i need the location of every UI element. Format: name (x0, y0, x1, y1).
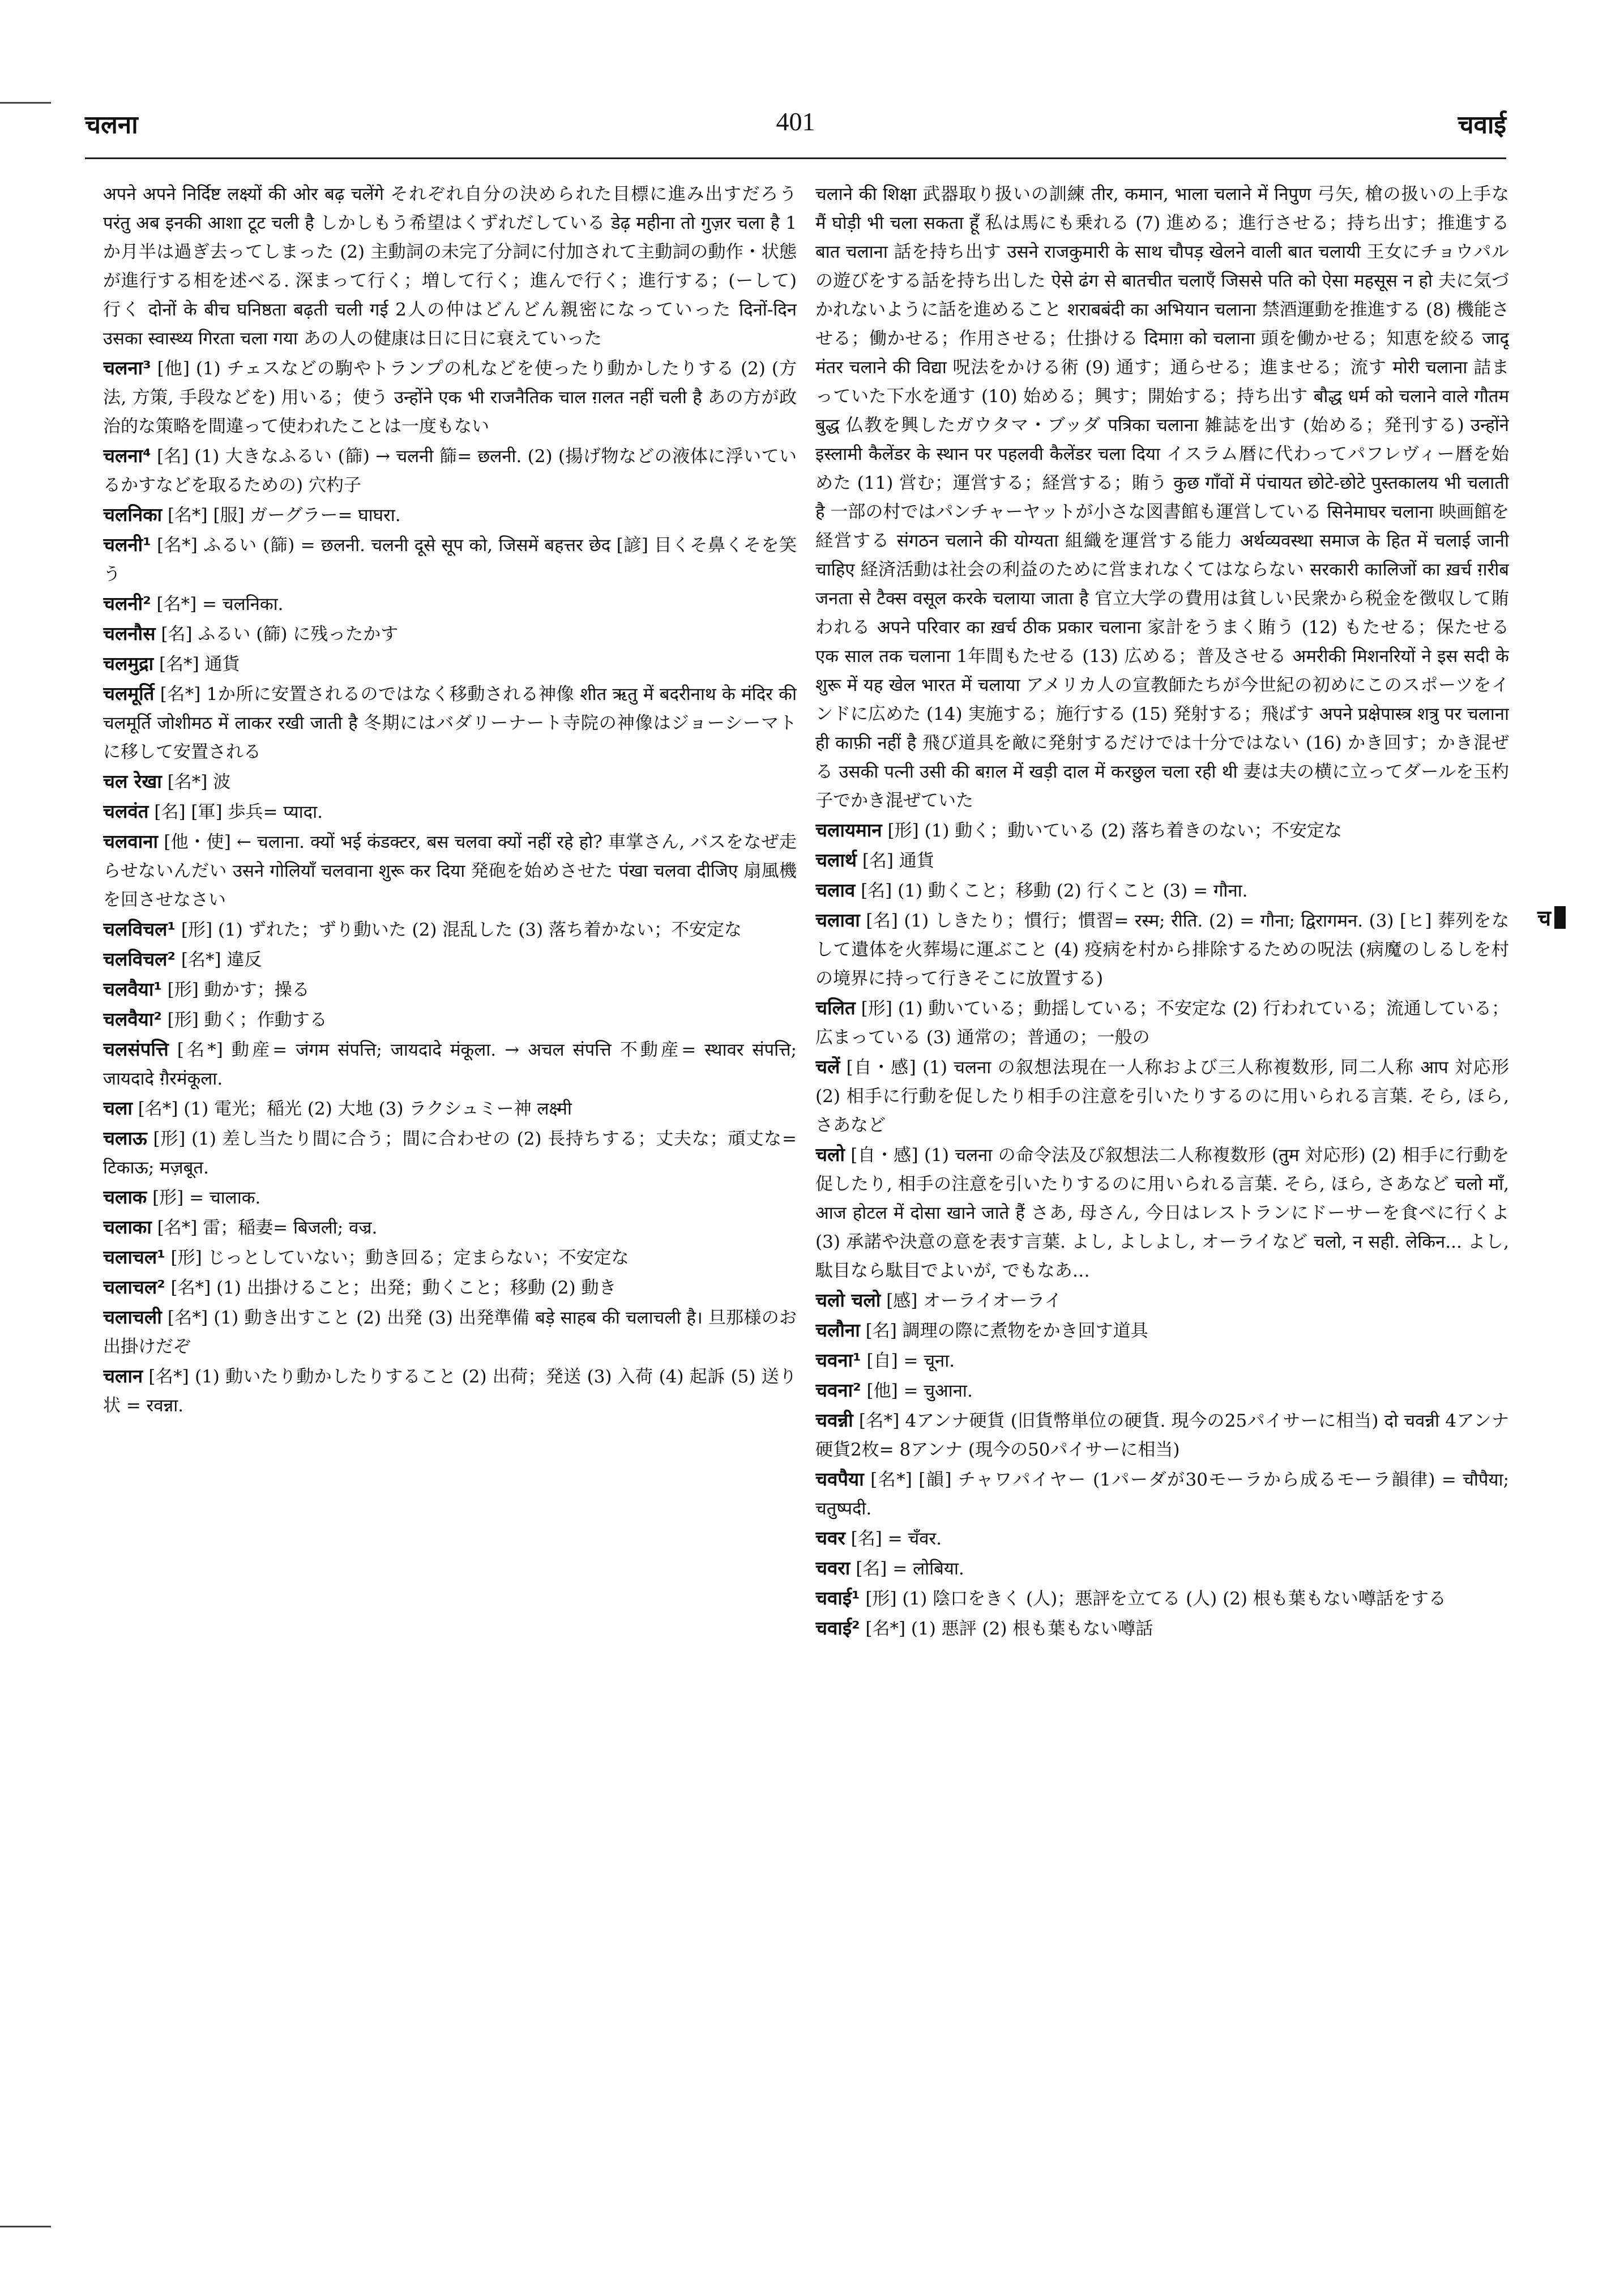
dictionary-entry: चलाऊ [形] (1) 差し当たり間に合う；間に合わせの (2) 長持ちする；丈夫な；頑丈な= टिकाऊ; मज़बूत. (103, 1127, 797, 1178)
headword: चवना¹ (815, 1349, 861, 1371)
dictionary-entry: चलसंपत्ति [名*] 動産= जंगम संपत्ति; जायदादे मंकूला. → अचल संपत्ति 不動産= स्थावर संपत्ति; जायदादे ग़ैरमंकूला. (103, 1038, 797, 1089)
dictionary-entry: चलो चलो [感] オーライオーライ (815, 1289, 1062, 1311)
dictionary-entry: चवरा [名] = लोबिया. (815, 1557, 964, 1579)
dictionary-entry: चलमूर्ति [名*] 1か所に安置されるのではなく移動される神像 शीत ऋतु में बदरीनाथ के मंदिर की चलमूर्ति जोशीमठ में लाकर रखी जाती है 冬期にはバダリーナート寺院の神像はジョーシーマトに移して安置される (103, 682, 797, 762)
headword: चल रेखा (103, 770, 162, 792)
dictionary-entry: चलविचल¹ [形] (1) ずれた；ずり動いた (2) 混乱した (3) 落ち着かない；不安定な (103, 918, 742, 940)
dictionary-entry: चलनी¹ [名*] ふるい (篩) = छलनी. चलनी दूसे सूप को, जिसमें बहत्तर छेद [諺] 目くそ鼻くそを笑う (103, 533, 797, 584)
left-running-headword: चलना (85, 110, 138, 139)
dictionary-entry: चलायमान [形] (1) 動く；動いている (2) 落ち着きのない；不安定な (815, 819, 1342, 841)
dictionary-entry: चवपैया [名*] [韻] チャワパイヤー (1パーダが30モーラから成るモーラ韻律) = चौपैया; चतुष्पदी. (815, 1468, 1509, 1519)
headword: चलार्थ (815, 849, 857, 871)
headword: चलें (815, 1056, 840, 1078)
headword: चलित (815, 997, 856, 1019)
headword: चलाव (815, 879, 856, 901)
dictionary-entry: चलौना [名] 調理の際に煮物をかき回す道具 (815, 1319, 1148, 1341)
headword: चवना² (815, 1379, 861, 1401)
headword: चवाई² (815, 1617, 860, 1639)
headword: चलनिका (103, 503, 163, 526)
headword: चलाचली (103, 1306, 162, 1328)
dictionary-entry: चलवंत [名] [軍] 歩兵= प्यादा. (103, 800, 323, 822)
dictionary-entry: चवन्नी [名*] 4アンナ硬貨 (旧貨幣単位の硬貨. 現今の25パイサーに相当) दो चवन्नी 4アンナ硬貨2枚= 8アンナ (現今の50パイサーに相当) (815, 1409, 1509, 1460)
page-number: 401 (776, 107, 815, 136)
dictionary-entry: चलाचल¹ [形] じっとしていない；動き回る；定まらない；不安定な (103, 1246, 629, 1268)
headword: चलौना (815, 1319, 860, 1341)
headword: चवाई¹ (815, 1587, 860, 1609)
headword: चलो (815, 1143, 845, 1166)
dictionary-entry: चलनी² [名*] = चलनिका. (103, 592, 284, 614)
headword: चलावा (815, 909, 860, 931)
headword: चलाका (103, 1216, 152, 1238)
dictionary-entry: चलवाना [他・使] ← चलाना. क्यों भई कंडक्टर, बस चलवा क्यों नहीं रहे हो? 車掌さん, バスをなぜ走らせないんだい उसने गोलियाँ चलवाना शुरू कर दिया 発砲を始めさせた पंखा चलवा दीजिए 扇風機を回させなさい (103, 830, 797, 910)
headword: चलवैया¹ (103, 978, 162, 1000)
left-column (103, 180, 797, 2219)
dictionary-entry: चलाचली [名*] (1) 動き出すこと (2) 出発 (3) 出発準備 बड़े साहब की चलाचली है। 旦那様のお出掛けだぞ (103, 1306, 797, 1357)
dictionary-entry: चलवैया² [形] 動く；作動する (103, 1008, 327, 1030)
headword: चलनौस (103, 622, 156, 645)
headword: चला (103, 1097, 133, 1119)
dictionary-entry: चलना³ [他] (1) チェスなどの駒やトランプの札などを使ったり動かしたりする (2) (方法, 方策, 手段などを) 用いる；使う उन्होंने एक भी राजनैतिक चाल ग़लत नहीं चली है あの方が政治的な策略を間違って使われたことは一度もない (103, 357, 797, 437)
thumb-index-tab (1537, 900, 1566, 934)
dictionary-entry: चलो [自・感] (1) चलना の命令法及び叙想法二人称複数形 (तुम 対応形) (2) 相手に行動を促したり, 相手の注意を引いたりするのに用いられる言葉. そら, ほら, さあなど चलो माँ, आज होटल में दोसा खाने जाते हैं さあ, 母さん, 今日はレストランにドーサーを食べに行くよ (3) 承諾や決意の意を表す言葉. よし, よしよし, オーライなど चलो, न सही. लेकिन... よし, 駄目なら駄目でよいが, でもなあ… (815, 1143, 1509, 1281)
headword: चलाचल² (103, 1276, 165, 1298)
dictionary-entry: चल रेखा [名*] 波 (103, 770, 231, 792)
headword: चवपैया (815, 1468, 864, 1490)
headword: चलो चलो (815, 1289, 881, 1311)
dictionary-entry: चलावा [名] (1) しきたり；慣行；慣習= रस्म; रीति. (2) = गौना; द्विरागमन. (3) [ヒ] 葬列をなして遺体を火葬場に運ぶこと (4) 疫病を村から排除するための呪法 (病魔のしるしを村の境界に持って行きそこに放置する) (815, 909, 1509, 989)
thumb-index-letter: च (1537, 906, 1552, 931)
headword: चलसंपत्ति (103, 1038, 169, 1060)
dictionary-entry: चलविचल² [名*] 違反 (103, 948, 262, 970)
page-edge-mark (0, 2226, 51, 2227)
headword: चलविचल² (103, 948, 176, 970)
dictionary-entry: चलार्थ [名] 通貨 (815, 849, 934, 871)
headword: चलनी² (103, 592, 151, 614)
headword: चलमुद्रा (103, 652, 154, 675)
headword: चलवाना (103, 830, 159, 852)
dictionary-entry: चलाका [名*] 雷；稲妻= बिजली; वज्र. (103, 1216, 378, 1238)
headword: चवरा (815, 1557, 851, 1579)
headword: चवन्नी (815, 1409, 853, 1431)
dictionary-entry: चलित [形] (1) 動いている；動揺している；不安定な (2) 行われている；流通している；広まっている (3) 通常の；普通の；一般の (815, 997, 1509, 1048)
dictionary-entry: चला [名*] (1) 電光；稲光 (2) 大地 (3) ラクシュミー神 लक्ष्मी (103, 1097, 572, 1119)
headword: चलवंत (103, 800, 149, 822)
headword: चलविचल¹ (103, 918, 176, 940)
headword: चलाचल¹ (103, 1246, 165, 1268)
dictionary-entry: चवर [名] = चँवर. (815, 1527, 942, 1549)
right-running-headword: चवाई (1458, 110, 1506, 139)
dictionary-entry: चलाचल² [名*] (1) 出掛けること；出発；動くこと；移動 (2) 動き (103, 1276, 617, 1298)
headword: चलान (103, 1365, 143, 1387)
headword: चलायमान (815, 819, 882, 841)
page-header (85, 106, 1506, 157)
dictionary-entry: चवाई¹ [形] (1) 陰口をきく (人)；悪評を立てる (人) (2) 根も葉もない噂話をする (815, 1587, 1446, 1609)
dictionary-entry: चलें [自・感] (1) चलना の叙想法現在一人称および三人称複数形, 同二人称 आप 対応形 (2) 相手に行動を促したり相手の注意を引いたりするのに用いられる言葉. そら, ほら, さあなど (815, 1056, 1509, 1136)
headword: चलमूर्ति (103, 682, 155, 705)
header-rule (85, 157, 1506, 159)
dictionary-entry: चलनौस [名] ふるい (篩) に残ったかす (103, 622, 399, 645)
dictionary-entry: चवना¹ [自] = चूना. (815, 1349, 955, 1371)
dictionary-entry: चलाने की शिक्षा 武器取り扱いの訓練 तीर, कमान, भाला चलाने में निपुण 弓矢, 槍の扱いの上手な मैं घोड़ी भी चला सकता हूँ 私は馬にも乗れる (7) 進める；進行させる；持ち出す；推進する बात चलाना 話を持ち出す उसने राजकुमारी के साथ चौपड़ खेलने वाली बात चलायी 王女にチョウパルの遊びをする話を持ち出した ऐसे ढंग से बातचीत चलाएँ जिससे पति को ऐसा महसूस न हो 夫に気づかれないように話を進めること शराबबंदी का अभियान चलाना 禁酒運動を推進する (8) 機能させる；働かせる；作用させる；仕掛ける दिमाग़ को चलाना 頭を働かせる；知恵を絞る जादू मंतर चलाने की विद्या 呪法をかける術 (9) 通す；通らせる；進ませる；流す मोरी चलाना 詰まっていた下水を通す (10) 始める；興す；開始する；持ち出す बौद्ध धर्म को चलाने वाले गौतम बुद्ध 仏教を興したガウタマ・ブッダ पत्रिका चलाना 雑誌を出す (始める；発刊する) उन्होंने इस्लामी कैलेंडर के स्थान पर पहलवी कैलेंडर चला दिया イスラム暦に代わってパフレヴィー暦を始めた (11) 営む；運営する；経営する；賄う कुछ गाँवों में पंचायत छोटे-छोटे पुस्तकालय भी चलाती है 一部の村ではパンチャーヤットが小さな図書館も運営している सिनेमाघर चलाना 映画館を経営する संगठन चलाने की योग्यता 組織を運営する能力 अर्थव्यवस्था समाज के हित में चलाई जानी चाहिए 経済活動は社会の利益のために営まれなくてはならない सरकारी कालिजों का ख़र्च ग़रीब जनता से टैक्स वसूल करके चलाया जाता है 官立大学の費用は貧しい民衆から税金を徴収して賄われる अपने परिवार का ख़र्च ठीक प्रकार चलाना 家計をうまく賄う (12) もたせる；保たせる एक साल तक चलाना 1年間もたせる (13) 広める；普及させる अमरीकी मिशनरियों ने इस सदी के शुरू में यह खेल भारत में चलाया アメリカ人の宣教師たちが今世紀の初めにこのスポーツをインドに広めた (14) 実施する；施行する (15) 発射する；飛ばす अपने प्रक्षेपास्त्र शत्रु पर चलाना ही काफ़ी नहीं है 飛び道具を敵に発射するだけでは十分ではない (16) かき回す；かき混ぜる उसकी पत्नी उसी की बग़ल में खड़ी दाल में करछुल चला रही थी 妻は夫の横に立ってダールを玉杓子でかき混ぜていた (815, 184, 1509, 811)
headword: चवर (815, 1527, 845, 1549)
headword: चलवैया² (103, 1008, 162, 1030)
headword: चलाक (103, 1186, 147, 1208)
dictionary-entry: अपने अपने निर्दिष्ट लक्ष्यों की ओर बढ़ चलेंगे それぞれ自分の決められた目標に進み出すだろう परंतु अब इनकी आशा टूट चली है しかしもう希望はくずれだしている डेढ़ महीना तो गुज़र चला है 1か月半は過ぎ去ってしまった (2) 主動詞の未完了分詞に付加されて主動詞の動作・状態が進行する相を述べる. 深まって行く；増して行く；進んで行く；進行する；(ーして) 行く दोनों के बीच घनिष्ठता बढ़ती चली गई 2人の仲はどんどん親密になっていった दिनों-दिन उसका स्वास्थ्य गिरता चला गया あの人の健康は日に日に衰えていった (103, 184, 797, 349)
dictionary-entry: चवना² [他] = चुआना. (815, 1379, 973, 1401)
dictionary-entry: चलना⁴ [名] (1) 大きなふるい (篩) → चलनी 篩= छलनी. (2) (揚げ物などの液体に浮いているかすなどを取るための) 穴杓子 (103, 445, 797, 496)
headword: चलनी¹ (103, 533, 151, 556)
headword: चलाऊ (103, 1127, 147, 1149)
headword: चलना⁴ (103, 445, 151, 467)
dictionary-entry: चलवैया¹ [形] 動かす；操る (103, 978, 310, 1000)
dictionary-entry: चलनिका [名*] [服] ガーグラー= घाघरा. (103, 503, 401, 526)
dictionary-entry: चलमुद्रा [名*] 通貨 (103, 652, 240, 675)
right-column (815, 180, 1509, 2219)
thumb-index-marker (1554, 906, 1566, 929)
page-edge-mark (0, 102, 51, 104)
dictionary-entry: चलाक [形] = चालाक. (103, 1186, 261, 1208)
dictionary-entry: चवाई² [名*] (1) 悪評 (2) 根も葉もない噂話 (815, 1617, 1153, 1639)
dictionary-entry: चलान [名*] (1) 動いたり動かしたりすること (2) 出荷；発送 (3) 入荷 (4) 起訴 (5) 送り状 = रवन्ना. (103, 1365, 797, 1416)
dictionary-entry: चलाव [名] (1) 動くこと；移動 (2) 行くこと (3) = गौना. (815, 879, 1248, 901)
headword: चलना³ (103, 357, 151, 379)
